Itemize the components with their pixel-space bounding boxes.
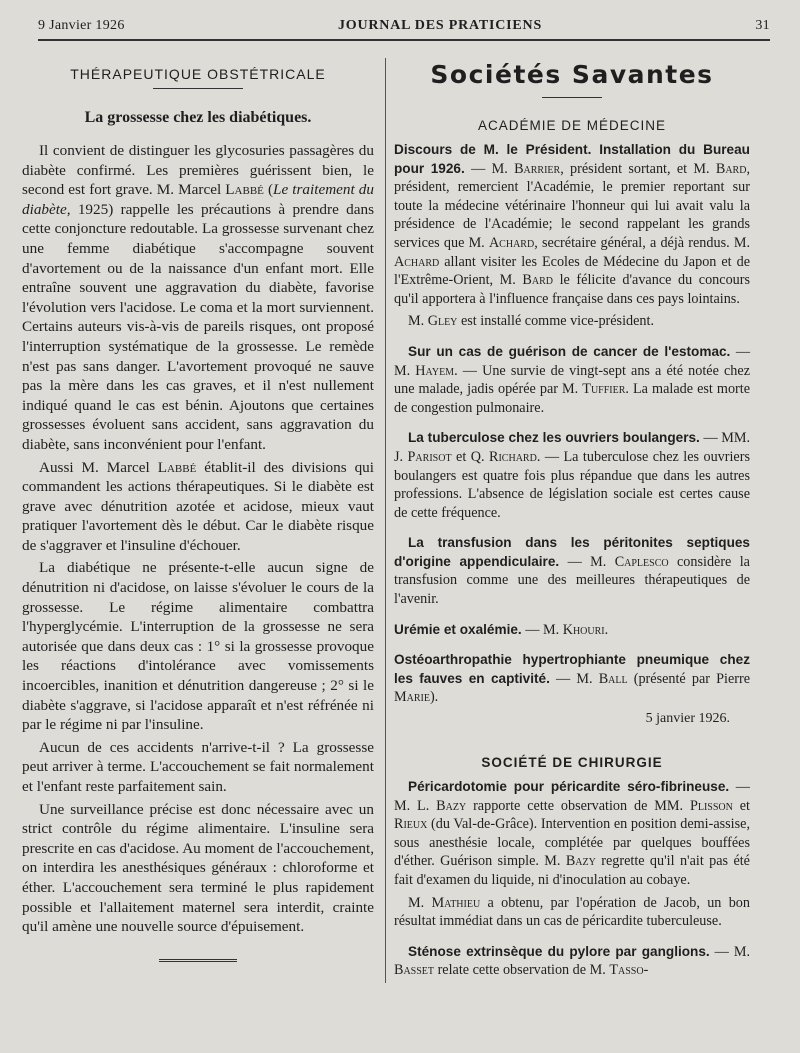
- entry-osteoarthropathie: Ostéoarthropathie hypertrophiante pneumique chez les fauves en captivité. — M. Ball (présenté par Pierre Marie).: [394, 652, 751, 706]
- left-column: [22, 58, 374, 962]
- header-rule: [38, 39, 770, 41]
- issue-date: 9 Janvier 1926: [38, 18, 125, 33]
- entry-pericardotomie: Péricardotomie pour péricardite séro-fibrineuse. — M. L. Bazy rapporte cette observation de MM. Plisson et Rieux (du Val-de-Grâce). Intervention en position demi-assise, sous anesthésie locale, complétée par quelques bouffées d'éther. Guérison simple. M. Bazy regrette qu'il n'ait pas été fait d'examen du liquide, ni d'inoculation au cobaye.: [394, 779, 750, 888]
- section-rule: [153, 88, 243, 89]
- entry-discours: Discours de M. le Président. Installation du Bureau pour 1926. — M. Barrier, président sortant, et M. Bard, président, remercient l'Académie, le premier reportant sur toute la médecine vétérinaire l'honneur qui lui avait valu la présidence de l'Académie; le second rappelant les grands services que M. Achard, secrétaire général, a déjà rendus. M. Achard allant visiter les Ecoles de Médecine du Japon et de l'Extrême-Orient, M. Bard le félicite d'avance du concours qu'il apportera à l'influence française dans ces pays lointains.: [394, 142, 751, 307]
- section-title: THÉRAPEUTIQUE OBSTÉTRICALE: [70, 66, 326, 82]
- column-divider: [385, 58, 386, 983]
- page-number: 31: [755, 18, 770, 33]
- author-name: Labbé: [157, 458, 197, 476]
- session-date: 5 janvier 1926.: [645, 711, 730, 727]
- entry-stenose: Sténose extrinsèque du pylore par ganglions. — M. Basset relate cette observation de M. Tasso-: [394, 943, 750, 979]
- paragraph-2: Aussi M. Marcel Labbé établit-il des divisions qui commandent les actions thérapeutiques. Si le diabète est grave avec dénutrition azotée et acidose, mieux vaut pratiquer l'avortement dès le début. Car le diabète risque de s'aggraver et l'insuline d'échouer.: [22, 458, 374, 554]
- entry-vice-president: M. Gley est installé comme vice-président.: [408, 313, 654, 330]
- book-title: Le traitement du diabète: [22, 181, 374, 218]
- entry-cancer-estomac: Sur un cas de guérison de cancer de l'estomac. — M. Hayem. — Une survie de vingt-sept ans a été notée chez une malade, jadis opérée par M. Tuffier. La malade est morte de congestion pulmonaire.: [394, 343, 751, 416]
- section-masthead: Sociétés Savantes: [430, 60, 714, 89]
- paragraph-1: Il convient de distinguer les glycosuries passagères du diabète confirmé. Les premières guérissent bien, le second est fort grave. M. Marcel Labbé (Le traitement du diabète, 1925) rappelle les précautions à prendre dans cette conjoncture redoutable. La grossesse survenant chez une femme diabétique s'accompagne souvent d'avortement ou de la naissance d'un enfant mort. Elle entraîne souvent une aggravation du diabète, favorise l'évolution vers l'acidose. Le coma et la mort surviennent. Certains auteurs vis-à-vis de pareils risques, ont proposé l'interruption systématique de la grossesse. Le remède n'est pas sans danger. L'avortement provoqué ne sauve pas la mère dans les cas graves, et il n'est nullement indiqué quand le cas est bénin. Ajoutons que certaines grossesses évoluent sans accident, sans aggravation du diabète, sans inconvénient pour l'enfant.: [22, 142, 374, 453]
- paragraph-4: Aucun de ces accidents n'arrive-t-il ? La grossesse peut arriver à terme. L'accouchement se fait normalement et l'enfant reste parfaitement sain.: [22, 738, 374, 795]
- academie-heading: ACADÉMIE DE MÉDECINE: [477, 118, 667, 133]
- entry-transfusion: La transfusion dans les péritonites septiques d'origine appendiculaire. — M. Caplesco considère la transfusion comme une des meilleures thérapeutiques de l'avenir.: [394, 535, 750, 608]
- article-end-rule: [159, 959, 237, 962]
- article-title: La grossesse chez les diabétiques.: [84, 109, 312, 126]
- chirurgie-heading: SOCIÉTÉ DE CHIRURGIE: [481, 755, 663, 771]
- paragraph-3: La diabétique ne présente-t-elle aucun signe de dénutrition ni d'acidose, on laisse s'évoluer le cours de la grossesse. Le régime alimentaire combattra l'hyperglycémie. L'interruption de la grossesse ne sera autorisée que dans deux cas : 1° si la grossesse provoque les réactions d'intolérance avec vomissements incoercibles, inanition et dénutrition dangereuse ; 2° si le diabète s'aggrave, si l'acidose apparaît et n'est réfrénée ni par le régime ni par l'insuline.: [22, 559, 374, 734]
- author-name: Labbé: [225, 181, 264, 199]
- right-column: [394, 58, 750, 980]
- paragraph-5: Une surveillance précise est donc nécessaire avec un strict contrôle du régime alimentaire. L'insuline sera prescrite en cas d'acidose. Au moment de l'accouchement, on interdira les anesthésiques généraux : chloroforme et éther. L'accouchement sera terminé le plus rapidement possible et l'allaitement maternel sera interdit, crainte qu'il amène une nouvelle source d'épuisement.: [22, 800, 374, 936]
- masthead-rule: [542, 97, 602, 98]
- running-header: [38, 18, 770, 40]
- journal-title: JOURNAL DES PRATICIENS: [337, 18, 543, 33]
- entry-mathieu: M. Mathieu a obtenu, par l'opération de Jacob, un bon résultat immédiat dans un cas de péricardite tuberculeuse.: [394, 894, 750, 930]
- entry-uremie: Urémie et oxalémie. — M. Khouri.: [394, 621, 609, 638]
- entry-tuberculose: La tuberculose chez les ouvriers boulangers. — MM. J. Parisot et Q. Richard. — La tuberculose chez les ouvriers boulangers est quatre fois plus répandue que dans les autres professions. L'absence de législation sociale est certes cause de cette fréquence.: [394, 430, 750, 521]
